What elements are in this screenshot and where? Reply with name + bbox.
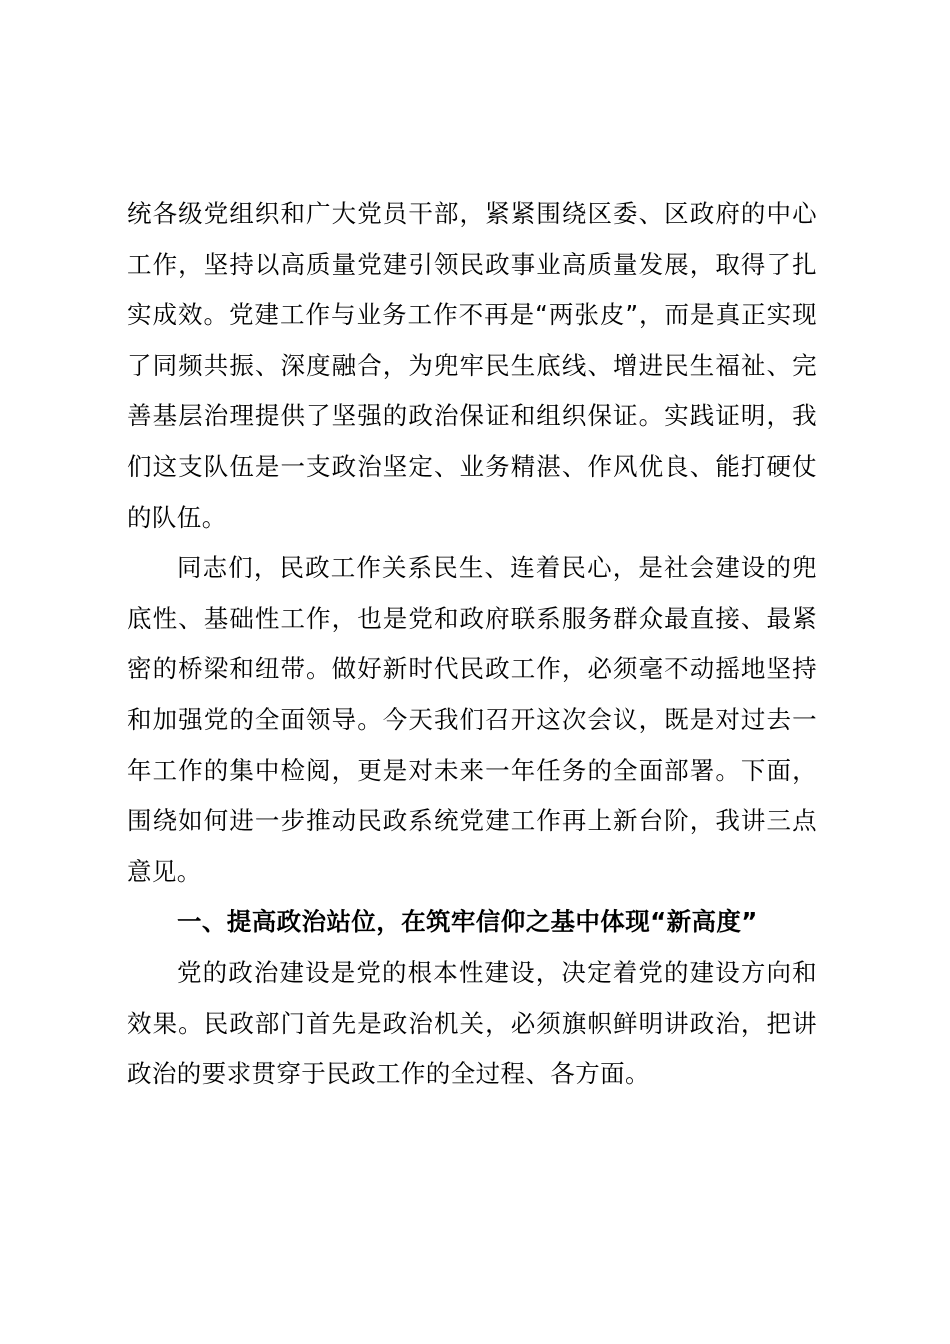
text-line: 底性、基础性工作，也是党和政府联系服务群众最直接、最紧	[127, 603, 817, 633]
text-line: 实成效。党建工作与业务工作不再是“两张皮”，而是真正实现	[127, 300, 817, 330]
heading-line: 一、提高政治站位，在筑牢信仰之基中体现“新高度”	[177, 907, 758, 937]
section-heading	[127, 897, 817, 948]
text-line: 工作，坚持以高质量党建引领民政事业高质量发展，取得了扎	[127, 249, 817, 279]
text-line: 同志们，民政工作关系民生、连着民心，是社会建设的兜	[177, 553, 817, 583]
text-line: 效果。民政部门首先是政治机关，必须旗帜鲜明讲政治，把讲	[127, 1008, 817, 1038]
paragraph-3	[127, 948, 817, 1100]
text-line: 党的政治建设是党的根本性建设，决定着党的建设方向和	[177, 957, 817, 987]
paragraph-1	[127, 189, 817, 543]
document-body	[127, 189, 817, 1100]
text-line: 了同频共振、深度融合，为兜牢民生底线、增进民生福祉、完	[127, 350, 817, 380]
text-line: 统各级党组织和广大党员干部，紧紧围绕区委、区政府的中心	[127, 199, 817, 228]
text-line: 密的桥梁和纽带。做好新时代民政工作，必须毫不动摇地坚持	[127, 654, 817, 684]
text-line: 围绕如何进一步推动民政系统党建工作再上新台阶，我讲三点	[127, 806, 817, 836]
text-line: 的队伍。	[127, 502, 227, 532]
paragraph-2	[127, 543, 817, 897]
text-line: 们这支队伍是一支政治坚定、业务精湛、作风优良、能打硬仗	[127, 451, 817, 481]
text-line: 政治的要求贯穿于民政工作的全过程、各方面。	[127, 1059, 650, 1089]
text-line: 年工作的集中检阅，更是对未来一年任务的全面部署。下面，	[127, 755, 817, 785]
text-line: 和加强党的全面领导。今天我们召开这次会议，既是对过去一	[127, 704, 817, 734]
text-line: 善基层治理提供了坚强的政治保证和组织保证。实践证明，我	[127, 401, 817, 431]
text-line: 意见。	[127, 856, 202, 886]
